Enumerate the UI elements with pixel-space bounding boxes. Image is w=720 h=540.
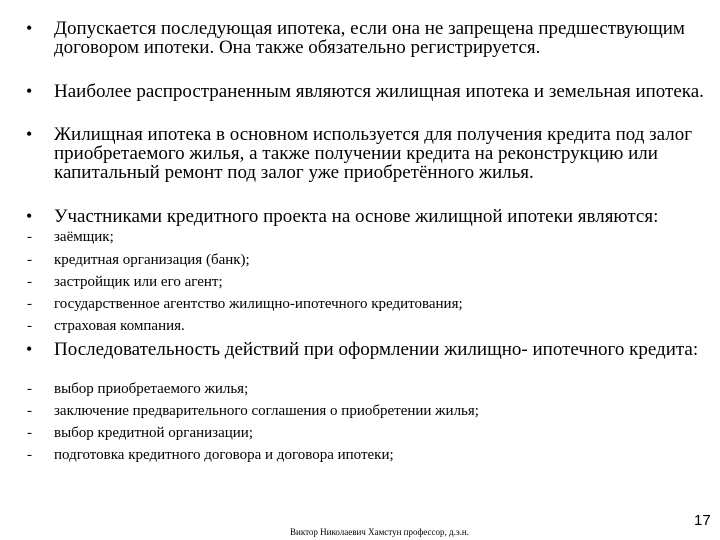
bullet-item-steps-heading <box>26 339 704 360</box>
participant-item <box>27 318 704 335</box>
participant-text: страховая компания. <box>54 318 185 334</box>
bullet-marker: • <box>26 124 33 144</box>
dash-marker: - <box>27 381 32 397</box>
page-number: 17 <box>694 512 711 529</box>
bullet-text: Участниками кредитного проекта на основе жилищной ипотеки являются: <box>54 206 659 227</box>
bullet-item-mortgage-subsequent <box>26 18 704 58</box>
step-text: подготовка кредитного договора и договора ипотеки; <box>54 447 394 463</box>
bullet-item-mortgage-types <box>26 81 704 102</box>
participant-text: государственное агентство жилищно-ипотечного кредитования; <box>54 296 463 312</box>
participant-item <box>27 274 704 291</box>
dash-marker: - <box>27 403 32 419</box>
footer-author: Виктор Николаевич Хамстун профессор, д.э.н. <box>290 527 470 537</box>
dash-marker: - <box>27 252 32 268</box>
bullet-marker: • <box>26 18 33 38</box>
bullet-marker: • <box>26 81 33 101</box>
participant-item <box>27 252 704 269</box>
bullet-item-participants-heading <box>26 206 704 227</box>
bullet-text: Допускается последующая ипотека, если она не запрещена предшествующим договором ипотеки. Она также обязательно регистрируется. <box>54 18 685 58</box>
step-text: заключение предварительного соглашения о приобретении жилья; <box>54 403 479 419</box>
bullet-text: Жилищная ипотека в основном используется для получения кредита под залог приобретаемого жилья, а также получении кредита на реконструкцию или капитальный ремонт под залог уже приобретённого жилья. <box>54 124 693 183</box>
step-text: выбор кредитной организации; <box>54 425 254 441</box>
dash-marker: - <box>27 274 32 290</box>
dash-marker: - <box>27 318 32 334</box>
step-item <box>27 403 704 420</box>
dash-marker: - <box>27 296 32 312</box>
participant-item <box>27 229 704 246</box>
participant-text: кредитная организация (банк); <box>54 252 250 268</box>
participant-text: застройщик или его агент; <box>54 274 223 290</box>
step-item <box>27 381 704 398</box>
participant-item <box>27 296 704 313</box>
bullet-text: Наиболее распространенным являются жилищная ипотека и земельная ипотека. <box>54 81 704 102</box>
bullet-text: Последовательность действий при оформлении жилищно- ипотечного кредита: <box>54 339 699 360</box>
bullet-marker: • <box>26 339 33 359</box>
participant-text: заёмщик; <box>54 229 114 245</box>
bullet-item-housing-mortgage <box>26 124 704 183</box>
dash-marker: - <box>27 447 32 463</box>
dash-marker: - <box>27 425 32 441</box>
dash-marker: - <box>27 229 32 245</box>
step-text: выбор приобретаемого жилья; <box>54 381 249 397</box>
bullet-marker: • <box>26 206 33 226</box>
step-item <box>27 425 704 442</box>
step-item <box>27 447 704 464</box>
